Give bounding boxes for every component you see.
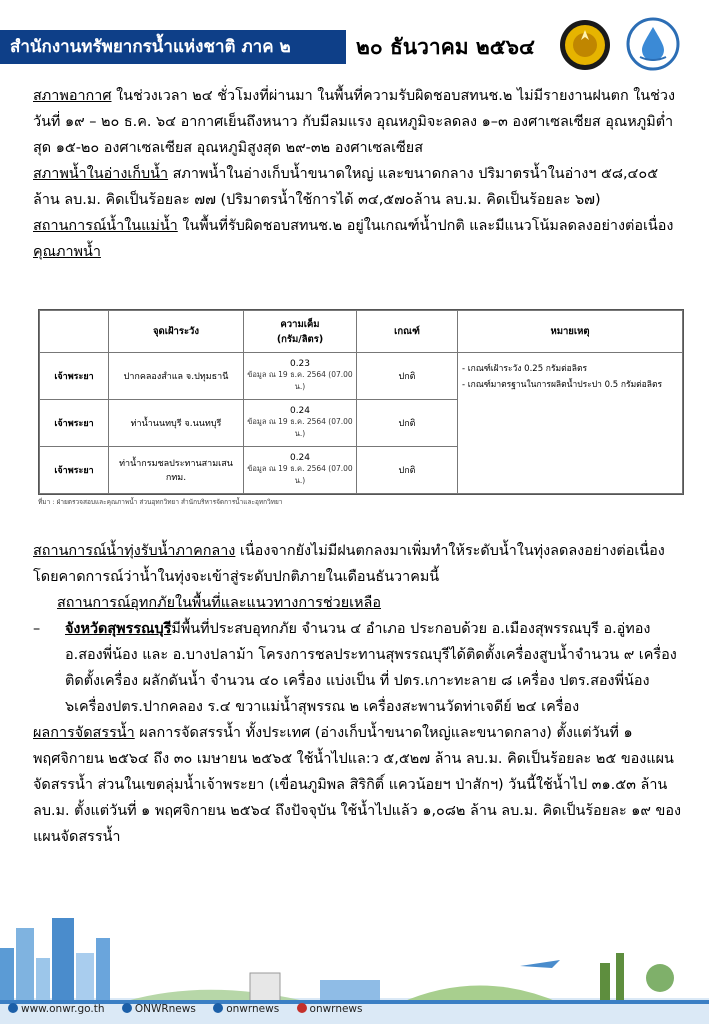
river-text: ในพื้นที่รับผิดชอบสทนช.๒ อยู่ในเกณฑ์น้ำปกติ และมีแนวโน้มลดลงอย่างต่อเนื่อง — [177, 218, 674, 234]
footer-link-website[interactable] — [8, 1003, 105, 1015]
allocation-paragraph — [33, 720, 683, 850]
river-cell: เจ้าพระยา — [40, 447, 109, 494]
central-paragraph — [33, 538, 683, 590]
office-banner: สำนักงานทรัพยากรน้ำแห่งชาติ ภาค ๒ — [0, 30, 346, 64]
footer-links — [8, 1003, 377, 1015]
salinity-cell — [244, 400, 357, 447]
point-cell: ปากคลองสำแล จ.ปทุมธานี — [109, 353, 244, 400]
flood-bullet-item — [33, 616, 683, 720]
column-header: เกณฑ์ — [357, 311, 458, 353]
central-text: เนื่องจากยังไม่มีฝนตกลงมาเพิ่มทำให้ระดับน้ำในทุ่งลดลงอย่างต่อเนื่อง โดยคาดการณ์ว่าน้ำในทุ่งจะเข้าสู่ระดับปกติภายในเดือนธันวาคมนี้ — [33, 543, 665, 585]
salinity-cell — [244, 447, 357, 494]
reservoir-text: สภาพน้ำในอ่างเก็บน้ำขนาดใหญ่ และขนาดกลาง ปริมาตรน้ำในอ่างฯ ๕๘,๔๐๕ ล้าน ลบ.ม. คิดเป็นร้อยละ ๗๗ (ปริมาตรน้ำใช้การได้ ๓๔,๕๗๐ล้าน ลบ.ม. คิดเป็นร้อยละ ๖๗) — [33, 166, 659, 208]
note-item: - เกณฑ์มาตรฐานในการผลิตน้ำประปา 0.5 กรัมต่อลิตร — [462, 380, 663, 391]
footer-link-twitter[interactable] — [213, 1003, 279, 1015]
table-source-note: ที่มา : ฝ่ายตรวจสอบและคุณภาพน้ำ ส่วนอุทกวิทยา สำนักบริหารจัดการน้ำและอุทกวิทยา — [38, 498, 283, 506]
weather-heading: สภาพอากาศ — [33, 88, 112, 104]
salinity-value: 0.24 — [289, 453, 311, 464]
footer-link-label: www.onwr.go.th — [21, 1003, 105, 1015]
salinity-date: ข้อมูล ณ 19 ธ.ค. 2564 (07.00 น.) — [247, 417, 353, 439]
footer-link-label: ONWRnews — [134, 1003, 196, 1015]
river-paragraph — [33, 213, 683, 239]
footer-link-facebook[interactable] — [122, 1003, 196, 1015]
bullet-dash: – — [33, 621, 41, 637]
column-header: จุดเฝ้าระวัง — [109, 311, 244, 353]
salinity-value: 0.24 — [289, 406, 311, 417]
youtube-icon — [297, 1003, 307, 1013]
status-cell: ปกติ — [357, 353, 458, 400]
quality-heading: คุณภาพน้ำ — [33, 244, 101, 260]
column-header: ความเค็ม (กรัม/ลิตร) — [244, 311, 357, 353]
facebook-icon — [122, 1003, 132, 1013]
central-heading: สถานการณ์น้ำทุ่งรับน้ำภาคกลาง — [33, 543, 236, 559]
globe-icon — [8, 1003, 18, 1013]
river-cell: เจ้าพระยา — [40, 353, 109, 400]
flood-province: จังหวัดสุพรรณบุรี — [65, 621, 172, 637]
flood-text: มีพื้นที่ประสบอุทกภัย จำนวน ๔ อำเภอ ประกอบด้วย อ.เมืองสุพรรณบุรี อ.อู่ทอง อ.สองพี่น้อง และ อ.บางปลาม้า โครงการชลประทานสุพรรณบุรีได้ติดตั้งเครื่องสูบน้ำจำนวน ๙ เครื่อง ติดตั้งเครื่อง ผลักดันน้ำ จำนวน ๔๐ เครื่อง แบ่งเป็น ที่ ปตร.เกาะทะลาย ๘ เครื่อง ปตร.สองพี่น้อง ๖เครื่องปตร.ปากคลอง ร.๔ ขวาแม่น้ำสุพรรณ ๒ เครื่องสะพานวัดท่าเจดีย์ ๒๔ เครื่อง — [65, 621, 677, 715]
flood-heading: สถานการณ์อุทกภัยในพื้นที่และแนวทางการช่วยเหลือ — [57, 595, 381, 611]
salinity-value: 0.23 — [289, 359, 311, 370]
footer-link-label: onwrnews — [309, 1003, 363, 1015]
water-drop-logo-icon — [626, 17, 680, 71]
twitter-icon — [213, 1003, 223, 1013]
salinity-date: ข้อมูล ณ 19 ธ.ค. 2564 (07.00 น.) — [247, 370, 353, 392]
reservoir-heading: สภาพน้ำในอ่างเก็บน้ำ — [33, 166, 169, 182]
salinity-cell — [244, 353, 357, 400]
notes-cell — [458, 353, 683, 494]
column-header — [40, 311, 109, 353]
point-cell: ท่าน้ำกรมชลประทานสามเสน กทม. — [109, 447, 244, 494]
report-body — [33, 83, 683, 265]
status-cell: ปกติ — [357, 447, 458, 494]
allocation-heading: ผลการจัดสรรน้ำ — [33, 725, 135, 741]
footer-link-label: onwrnews — [226, 1003, 280, 1015]
status-cell: ปกติ — [357, 400, 458, 447]
table-header-row — [40, 311, 683, 353]
salinity-table — [38, 309, 684, 495]
point-cell: ท่าน้ำนนทบุรี จ.นนทบุรี — [109, 400, 244, 447]
weather-paragraph — [33, 83, 683, 161]
report-date: ๒๐ ธันวาคม ๒๕๖๔ — [356, 35, 535, 59]
table-row — [40, 353, 683, 400]
column-header: หมายเหตุ — [458, 311, 683, 353]
note-item: - เกณฑ์เฝ้าระวัง 0.25 กรัมต่อลิตร — [462, 364, 588, 375]
weather-text: ในช่วงเวลา ๒๔ ชั่วโมงที่ผ่านมา ในพื้นที่ความรับผิดชอบสทนช.๒ ไม่มีรายงานฝนตก ในช่วงวันที่ ๑๙ – ๒๐ ธ.ค. ๖๔ อากาศเย็นถึงหนาว กับมีลมแรง อุณหภูมิจะลดลง ๑–๓ องศาเซลเซียส อุณหภูมิต่ำสุด ๑๕-๒๐ องศาเซลเซียส อุณหภูมิสูงสุด ๒๙-๓๒ องศาเซลเซียส — [33, 88, 675, 156]
salinity-date: ข้อมูล ณ 19 ธ.ค. 2564 (07.00 น.) — [247, 464, 353, 486]
allocation-text: ผลการจัดสรรน้ำ ทั้งประเทศ (อ่างเก็บน้ำขนาดใหญ่และขนาดกลาง) ตั้งแต่วันที่ ๑ พฤศจิกายน ๒๕๖๔ ถึง ๓๐ เมษายน ๒๕๖๕ ใช้น้ำไปแล:ว ๕,๕๒๗ ล้าน ลบ.ม. คิดเป็นร้อยละ ๒๕ ของแผนจัดสรรน้ำ ส่วนในเขตลุ่มน้ำเจ้าพระยา (เขื่อนภูมิพล สิริกิติ์ แควน้อยฯ ป่าสักฯ) วันนี้ใช้น้ำไป ๓๑.๕๓ ล้าน ลบ.ม. ตั้งแต่วันที่ ๑ พฤศจิกายน ๒๕๖๔ ถึงปัจจุบัน ใช้น้ำไปแล้ว ๑,๐๘๒ ล้าน ลบ.ม. คิดเป็นร้อยละ ๑๙ ของแผนจัดสรรน้ำ — [33, 725, 682, 845]
reservoir-paragraph — [33, 161, 683, 213]
river-heading: สถานการณ์น้ำในแม่น้ำ — [33, 218, 178, 234]
report-body-continued — [33, 538, 683, 850]
footer-link-youtube[interactable] — [297, 1003, 363, 1015]
royal-seal-icon — [558, 18, 612, 72]
river-cell: เจ้าพระยา — [40, 400, 109, 447]
